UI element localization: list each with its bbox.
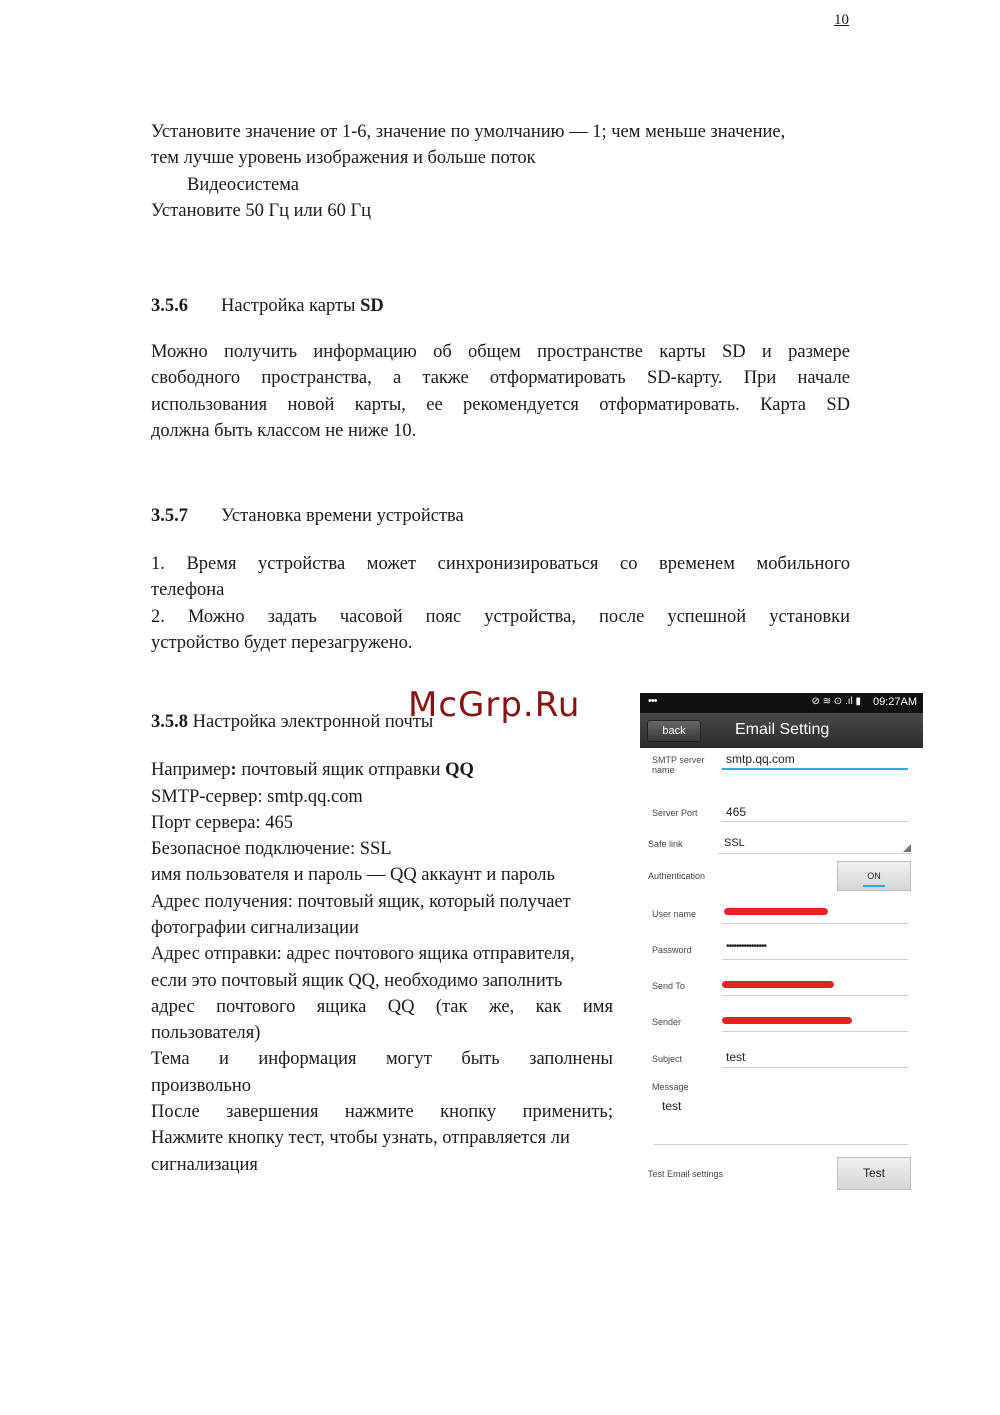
dropdown-arrow-icon xyxy=(903,844,911,852)
section-number: 3.5.8 xyxy=(151,712,188,732)
email-line: Адрес отправки: адрес почтового ящика отправителя, xyxy=(151,944,575,965)
port-underline xyxy=(722,821,908,822)
video-system-subheading: Видеосистема xyxy=(187,175,299,195)
safe-link-select[interactable]: SSL xyxy=(724,837,745,849)
message-label: Message xyxy=(652,1082,689,1092)
email-line: После завершения нажмите кнопку применить; xyxy=(151,1102,613,1123)
example-prefix: Например xyxy=(151,760,231,780)
email-line: пользователя) xyxy=(151,1023,261,1044)
intro-line-3: Установите 50 Гц или 60 Гц xyxy=(151,201,372,221)
notification-dots-icon: ••• xyxy=(648,695,657,707)
safe-link-label: Safe link xyxy=(648,839,683,849)
time-line: устройство будет перезагружено. xyxy=(151,632,413,653)
email-line: Порт сервера: 465 xyxy=(151,812,294,833)
password-underline xyxy=(722,959,908,960)
time-line: телефона xyxy=(151,580,225,601)
subject-input[interactable]: test xyxy=(726,1050,746,1064)
page-number: 10 xyxy=(834,12,849,28)
user-name-label: User name xyxy=(652,909,697,919)
test-email-label: Test Email settings xyxy=(648,1169,724,1179)
status-bar xyxy=(640,693,923,713)
email-line: SMTP-сервер: smtp.qq.com xyxy=(151,786,363,807)
email-setting-screenshot xyxy=(640,693,923,1195)
example-colon: : xyxy=(230,760,237,780)
test-button[interactable]: Test xyxy=(837,1157,911,1190)
smtp-underline xyxy=(722,768,908,770)
server-port-input[interactable]: 465 xyxy=(726,805,747,819)
screen-title: Email Setting xyxy=(735,721,830,738)
section-3-5-8-heading xyxy=(151,709,433,735)
send-to-underline xyxy=(722,995,908,996)
user-underline xyxy=(722,923,908,924)
section-title-bold: SD xyxy=(360,296,384,316)
sender-underline xyxy=(722,1031,908,1032)
intro-line-2: тем лучше уровень изображения и больше поток xyxy=(151,148,536,168)
subject-label: Subject xyxy=(652,1054,683,1064)
time-line: 2. Можно задать часовой пояс устройства, после успешной установки xyxy=(151,606,850,627)
send-to-label: Send To xyxy=(652,981,685,991)
email-line: Тема и информация могут быть заполнены xyxy=(151,1049,613,1070)
title-bar xyxy=(640,713,923,748)
section-title: Настройка карты xyxy=(221,296,361,316)
message-underline xyxy=(654,1144,908,1145)
example-text: почтовый ящик отправки xyxy=(236,760,446,780)
time-line: 1. Время устройства может синхронизироваться со временем мобильного xyxy=(151,554,850,574)
section-title: Установка времени устройства xyxy=(221,506,464,526)
authentication-label: Authentication xyxy=(648,871,706,881)
status-icons: ⊘ ≋ ⊙ .ıl ▮ xyxy=(811,696,861,707)
redacted-user-name[interactable] xyxy=(724,908,828,915)
password-label: Password xyxy=(652,945,692,955)
password-input[interactable]: •••••••••••••••• xyxy=(726,941,767,952)
email-line: произвольно xyxy=(151,1075,252,1096)
email-line: если это почтовый ящик QQ, необходимо заполнить xyxy=(151,970,563,991)
sender-label: Sender xyxy=(652,1017,682,1027)
section-3-5-6-heading xyxy=(151,293,384,319)
safe-link-underline xyxy=(718,853,911,854)
section-3-5-7-heading xyxy=(151,503,464,529)
email-line: фотографии сигнализации xyxy=(151,917,359,938)
message-input[interactable]: test xyxy=(662,1099,682,1113)
email-paragraph xyxy=(151,784,613,1178)
email-line: Нажмите кнопку тест, чтобы узнать, отправляется ли xyxy=(151,1128,570,1149)
sd-paragraph xyxy=(151,339,850,444)
server-port-label: Server Port xyxy=(652,808,698,818)
smtp-server-input[interactable]: smtp.qq.com xyxy=(726,752,795,766)
section-number: 3.5.7 xyxy=(151,506,188,526)
intro-line-1: Установите значение от 1-6, значение по умолчанию — 1; чем меньше значение, xyxy=(151,122,786,142)
subject-underline xyxy=(722,1067,908,1068)
time-paragraph xyxy=(151,551,850,656)
email-line: Безопасное подключение: SSL xyxy=(151,839,392,860)
watermark: McGrp.Ru xyxy=(408,685,581,725)
authentication-toggle[interactable]: ON xyxy=(837,861,911,891)
sd-line: Можно получить информацию об общем пространстве карты SD и размере xyxy=(151,342,850,362)
example-bold: QQ xyxy=(445,760,474,780)
email-line: Адрес получения: почтовый ящик, который получает xyxy=(151,891,571,912)
toggle-indicator xyxy=(863,885,885,887)
email-example-line xyxy=(151,757,474,783)
sd-line: свободного пространства, а также отформатировать SD-карту. При начале xyxy=(151,368,850,389)
section-number: 3.5.6 xyxy=(151,296,188,316)
sd-line: использования новой карты, ее рекомендуется отформатировать. Карта SD xyxy=(151,394,850,415)
email-line: имя пользователя и пароль — QQ аккаунт и пароль xyxy=(151,865,555,886)
email-line: адрес почтового ящика QQ (так же, как имя xyxy=(151,996,613,1017)
status-time: 09:27AM xyxy=(872,696,917,708)
sd-line: должна быть классом не ниже 10. xyxy=(151,420,417,441)
back-button[interactable]: back xyxy=(647,720,701,742)
section-title: Настройка электронной почты xyxy=(188,712,434,732)
redacted-send-to[interactable] xyxy=(722,981,834,988)
redacted-sender[interactable] xyxy=(722,1017,852,1024)
smtp-server-label: SMTP server name xyxy=(652,755,705,775)
email-line: сигнализация xyxy=(151,1154,258,1175)
